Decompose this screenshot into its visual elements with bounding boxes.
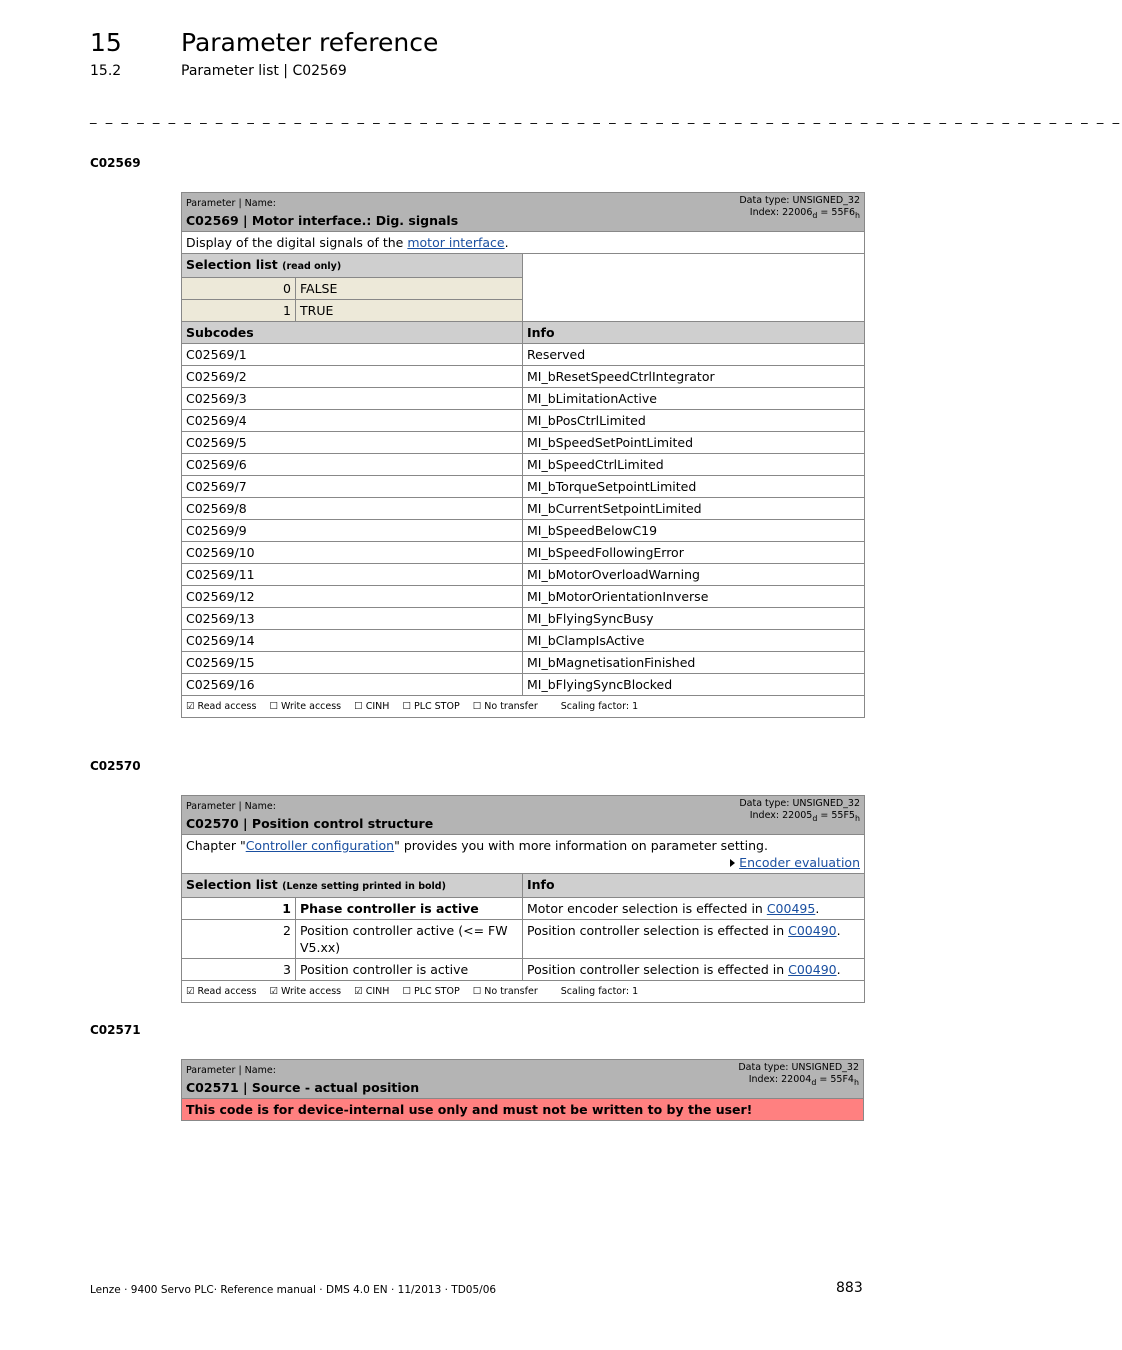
read-access: ☑ Read access bbox=[186, 986, 257, 997]
no-transfer: ☐ No transfer bbox=[472, 701, 538, 712]
scaling-factor: Scaling factor: 1 bbox=[560, 701, 639, 712]
index: Index: $22004_d = 55F4_h$ bbox=[748, 1074, 859, 1087]
index: Index: $22005_d = 55F5_h$ bbox=[749, 810, 860, 823]
subcode: C02569/5 bbox=[182, 432, 523, 454]
param-header bbox=[182, 193, 865, 232]
param-header bbox=[182, 1060, 864, 1099]
subcode: C02569/14 bbox=[182, 630, 523, 652]
subcode-info: MI_bSpeedFollowingError bbox=[523, 542, 865, 564]
table-row bbox=[182, 959, 865, 981]
section-number: 15.2 bbox=[90, 63, 122, 79]
index: Index: $22006_d = 55F6_h$ bbox=[749, 207, 861, 220]
table-row bbox=[182, 366, 865, 388]
table-row bbox=[182, 898, 865, 920]
cinh: ☑ CINH bbox=[354, 986, 390, 997]
subcode-info: MI_bFlyingSyncBlocked bbox=[523, 674, 865, 696]
table-row bbox=[182, 520, 865, 542]
subcode-info: MI_bCurrentSetpointLimited bbox=[523, 498, 865, 520]
plc-stop: ☐ PLC STOP bbox=[402, 986, 460, 997]
warning-message: This code is for device-internal use only and must not be written to by the user! bbox=[182, 1099, 864, 1121]
table-row bbox=[182, 388, 865, 410]
param-table-c02569 bbox=[181, 192, 865, 718]
c00490-link[interactable]: C00490 bbox=[788, 923, 837, 938]
table-row bbox=[182, 652, 865, 674]
code-heading-c02570: C02570 bbox=[90, 759, 141, 773]
subcode-info: Reserved bbox=[523, 344, 865, 366]
table-row bbox=[182, 564, 865, 586]
page-number: 883 bbox=[836, 1280, 863, 1296]
subcode: C02569/6 bbox=[182, 454, 523, 476]
motor-interface-link[interactable]: motor interface bbox=[407, 235, 505, 250]
chapter-number: 15 bbox=[90, 28, 122, 57]
description: Chapter "Controller configuration" provides you with more information on parameter setting. Encoder evaluation bbox=[182, 835, 865, 874]
access-footer bbox=[182, 981, 865, 1003]
subcode: C02569/12 bbox=[182, 586, 523, 608]
subcode: C02569/13 bbox=[182, 608, 523, 630]
selection-value: 0 bbox=[182, 278, 296, 300]
write-access: ☐ Write access bbox=[269, 701, 342, 712]
code-heading-c02571: C02571 bbox=[90, 1023, 141, 1037]
c00495-link[interactable]: C00495 bbox=[766, 901, 816, 916]
selection-list-header: Selection list (read only) bbox=[182, 254, 523, 278]
subcode: C02569/2 bbox=[182, 366, 523, 388]
selection-text: Phase controller is active bbox=[296, 898, 523, 920]
selection-value: 2 bbox=[182, 920, 296, 959]
table-row bbox=[182, 630, 865, 652]
no-transfer: ☐ No transfer bbox=[472, 986, 538, 997]
selection-text: TRUE bbox=[296, 300, 523, 322]
table-row bbox=[182, 454, 865, 476]
subcode-info: MI_bMagnetisationFinished bbox=[523, 652, 865, 674]
cinh: ☐ CINH bbox=[354, 701, 390, 712]
encoder-evaluation-link[interactable]: Encoder evaluation bbox=[739, 855, 860, 870]
subcode-info: MI_bSpeedBelowC19 bbox=[523, 520, 865, 542]
subcode: C02569/16 bbox=[182, 674, 523, 696]
subcode-info: MI_bResetSpeedCtrlIntegrator bbox=[523, 366, 865, 388]
scaling-factor: Scaling factor: 1 bbox=[560, 986, 639, 997]
access-footer bbox=[182, 696, 865, 718]
table-row bbox=[182, 920, 865, 959]
param-name: C02571 | Source - actual position bbox=[186, 1080, 420, 1095]
subcode-info: MI_bFlyingSyncBusy bbox=[523, 608, 865, 630]
selection-text: Position controller active (<= FW V5.xx) bbox=[296, 920, 523, 959]
subcodes-header: Subcodes bbox=[182, 322, 523, 344]
empty-cell bbox=[523, 254, 865, 322]
param-table-c02570 bbox=[181, 795, 865, 1003]
param-name: C02569 | Motor interface.: Dig. signals bbox=[186, 213, 459, 228]
subcode-info: MI_bPosCtrlLimited bbox=[523, 410, 865, 432]
table-row bbox=[182, 586, 865, 608]
param-table-c02571 bbox=[181, 1059, 864, 1121]
subcode: C02569/4 bbox=[182, 410, 523, 432]
selection-list-header: Selection list (Lenze setting printed in bold) bbox=[182, 874, 523, 898]
info-header: Info bbox=[523, 322, 865, 344]
subcode-info: MI_bClampIsActive bbox=[523, 630, 865, 652]
data-type: Data type: UNSIGNED_32 bbox=[738, 1062, 859, 1073]
param-label: Parameter | Name: bbox=[186, 801, 276, 812]
param-label: Parameter | Name: bbox=[186, 198, 276, 209]
separator-line: _ _ _ _ _ _ _ _ _ _ _ _ _ _ _ _ _ _ _ _ _ _ _ _ _ _ _ _ _ _ _ _ _ _ _ _ _ _ _ _ _ _ _ _ _ _ _ _ _ _ _ _ _ _ _ _ _ _ _ _ _ _ _ _ _ _ bbox=[90, 110, 1122, 125]
table-row bbox=[182, 542, 865, 564]
table-row bbox=[182, 344, 865, 366]
table-row bbox=[182, 476, 865, 498]
subcode-info: MI_bMotorOverloadWarning bbox=[523, 564, 865, 586]
param-label: Parameter | Name: bbox=[186, 1065, 276, 1076]
controller-configuration-link[interactable]: Controller configuration bbox=[245, 838, 395, 853]
chapter-title: Parameter reference bbox=[181, 28, 439, 57]
subcode: C02569/11 bbox=[182, 564, 523, 586]
plc-stop: ☐ PLC STOP bbox=[402, 701, 460, 712]
write-access: ☑ Write access bbox=[269, 986, 342, 997]
selection-value: 3 bbox=[182, 959, 296, 981]
param-name: C02570 | Position control structure bbox=[186, 816, 434, 831]
table-row bbox=[182, 410, 865, 432]
subcode-info: MI_bTorqueSetpointLimited bbox=[523, 476, 865, 498]
subcode-info: MI_bLimitationActive bbox=[523, 388, 865, 410]
subcode: C02569/9 bbox=[182, 520, 523, 542]
subcode-info: MI_bMotorOrientationInverse bbox=[523, 586, 865, 608]
selection-info: Position controller selection is effected in C00490. bbox=[523, 920, 865, 959]
subcode: C02569/15 bbox=[182, 652, 523, 674]
info-header: Info bbox=[523, 874, 865, 898]
subcode: C02569/3 bbox=[182, 388, 523, 410]
subcode: C02569/10 bbox=[182, 542, 523, 564]
table-row bbox=[182, 498, 865, 520]
data-type: Data type: UNSIGNED_32 bbox=[739, 798, 860, 809]
selection-text: FALSE bbox=[296, 278, 523, 300]
table-row bbox=[182, 608, 865, 630]
subcode: C02569/8 bbox=[182, 498, 523, 520]
selection-text: Position controller is active bbox=[296, 959, 523, 981]
subcode-info: MI_bSpeedSetPointLimited bbox=[523, 432, 865, 454]
subcode: C02569/1 bbox=[182, 344, 523, 366]
data-type: Data type: UNSIGNED_32 bbox=[739, 195, 861, 206]
table-row bbox=[182, 674, 865, 696]
selection-value: 1 bbox=[182, 300, 296, 322]
param-header bbox=[182, 796, 865, 835]
subcode: C02569/7 bbox=[182, 476, 523, 498]
read-access: ☑ Read access bbox=[186, 701, 257, 712]
description: Display of the digital signals of the motor interface. bbox=[182, 232, 865, 254]
footer-text: Lenze · 9400 Servo PLC· Reference manual · DMS 4.0 EN · 11/2013 · TD05/06 bbox=[90, 1284, 497, 1296]
selection-info: Position controller selection is effected in C00490. bbox=[523, 959, 865, 981]
c00490-link[interactable]: C00490 bbox=[788, 962, 837, 977]
code-heading-c02569: C02569 bbox=[90, 156, 141, 170]
table-row bbox=[182, 432, 865, 454]
selection-value: 1 bbox=[182, 898, 296, 920]
section-title: Parameter list | C02569 bbox=[181, 63, 347, 79]
subcode-info: MI_bSpeedCtrlLimited bbox=[523, 454, 865, 476]
selection-info: Motor encoder selection is effected in C00495. bbox=[523, 898, 865, 920]
arrow-right-icon bbox=[730, 859, 735, 867]
